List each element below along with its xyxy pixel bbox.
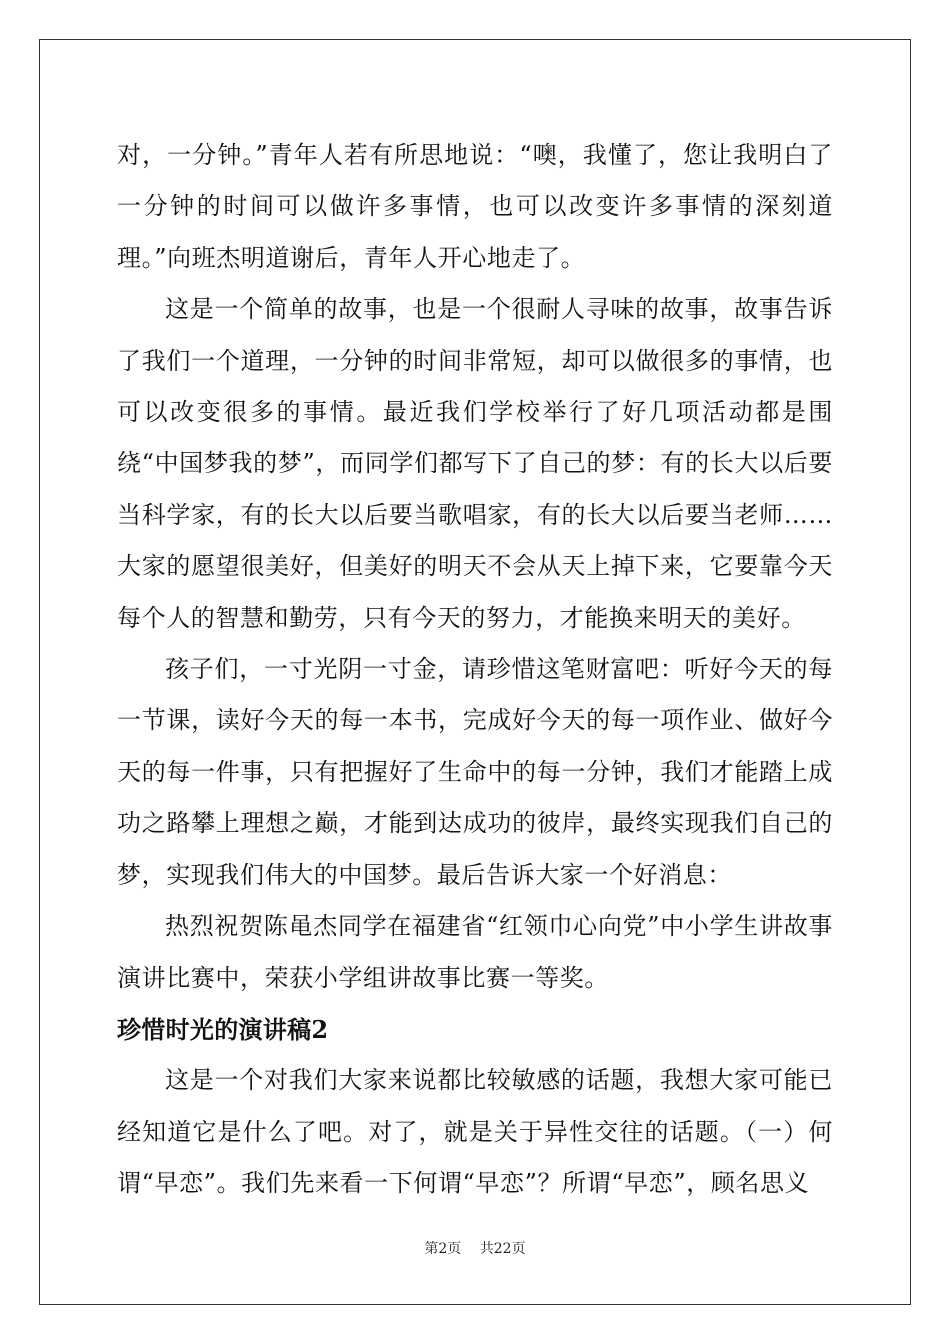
page-total: 共22页 — [479, 1241, 526, 1257]
section-title: 珍惜时光的演讲稿2 — [117, 1014, 329, 1044]
paragraph-cherish-time: 孩子们，一寸光阴一寸金，请珍惜这笔财富吧：听好今天的每一节课，读好今天的每一本书，完成好今天的每一项作业、做好今天的每一件事，只有把握好了生命中的每一分钟，我们才能踏上成功之路攀上理想之巅，才能到达成功的彼岸，最终实现我们自己的梦，实现我们伟大的中国梦。最后告诉大家一个好消息： — [117, 655, 833, 889]
paragraph-congratulations: 热烈祝贺陈黾杰同学在福建省“红领巾心向党”中小学生讲故事演讲比赛中，荣获小学组讲故事比赛一等奖。 — [117, 912, 833, 992]
page-number: 第2页 — [424, 1241, 462, 1257]
paragraph-story-moral: 这是一个简单的故事，也是一个很耐人寻味的故事，故事告诉了我们一个道理，一分钟的时间非常短，却可以做很多的事情，也可以改变很多的事情。最近我们学校举行了好几项活动都是围绕“中国梦我的梦”，而同学们都写下了自己的梦：有的长大以后要当科学家，有的长大以后要当歌唱家，有的长大以后要当老师……大家的愿望很美好，但美好的明天不会从天上掉下来，它要靠今天每个人的智慧和勤劳，只有今天的努力，才能换来明天的美好。 — [117, 295, 833, 632]
paragraph-continuation: 对，一分钟。”青年人若有所思地说：“噢，我懂了，您让我明白了一分钟的时间可以做许多事情，也可以改变许多事情的深刻道理。”向班杰明道谢后，青年人开心地走了。 — [117, 141, 833, 272]
paragraph-section-intro: 这是一个对我们大家来说都比较敏感的话题，我想大家可能已经知道它是什么了吧。对了，就是关于异性交往的话题。（一）何谓“早恋”。我们先来看一下何谓“早恋”？所谓“早恋”，顾名思义 — [117, 1066, 833, 1198]
page-footer — [0, 1238, 950, 1258]
document-body — [117, 130, 833, 1210]
